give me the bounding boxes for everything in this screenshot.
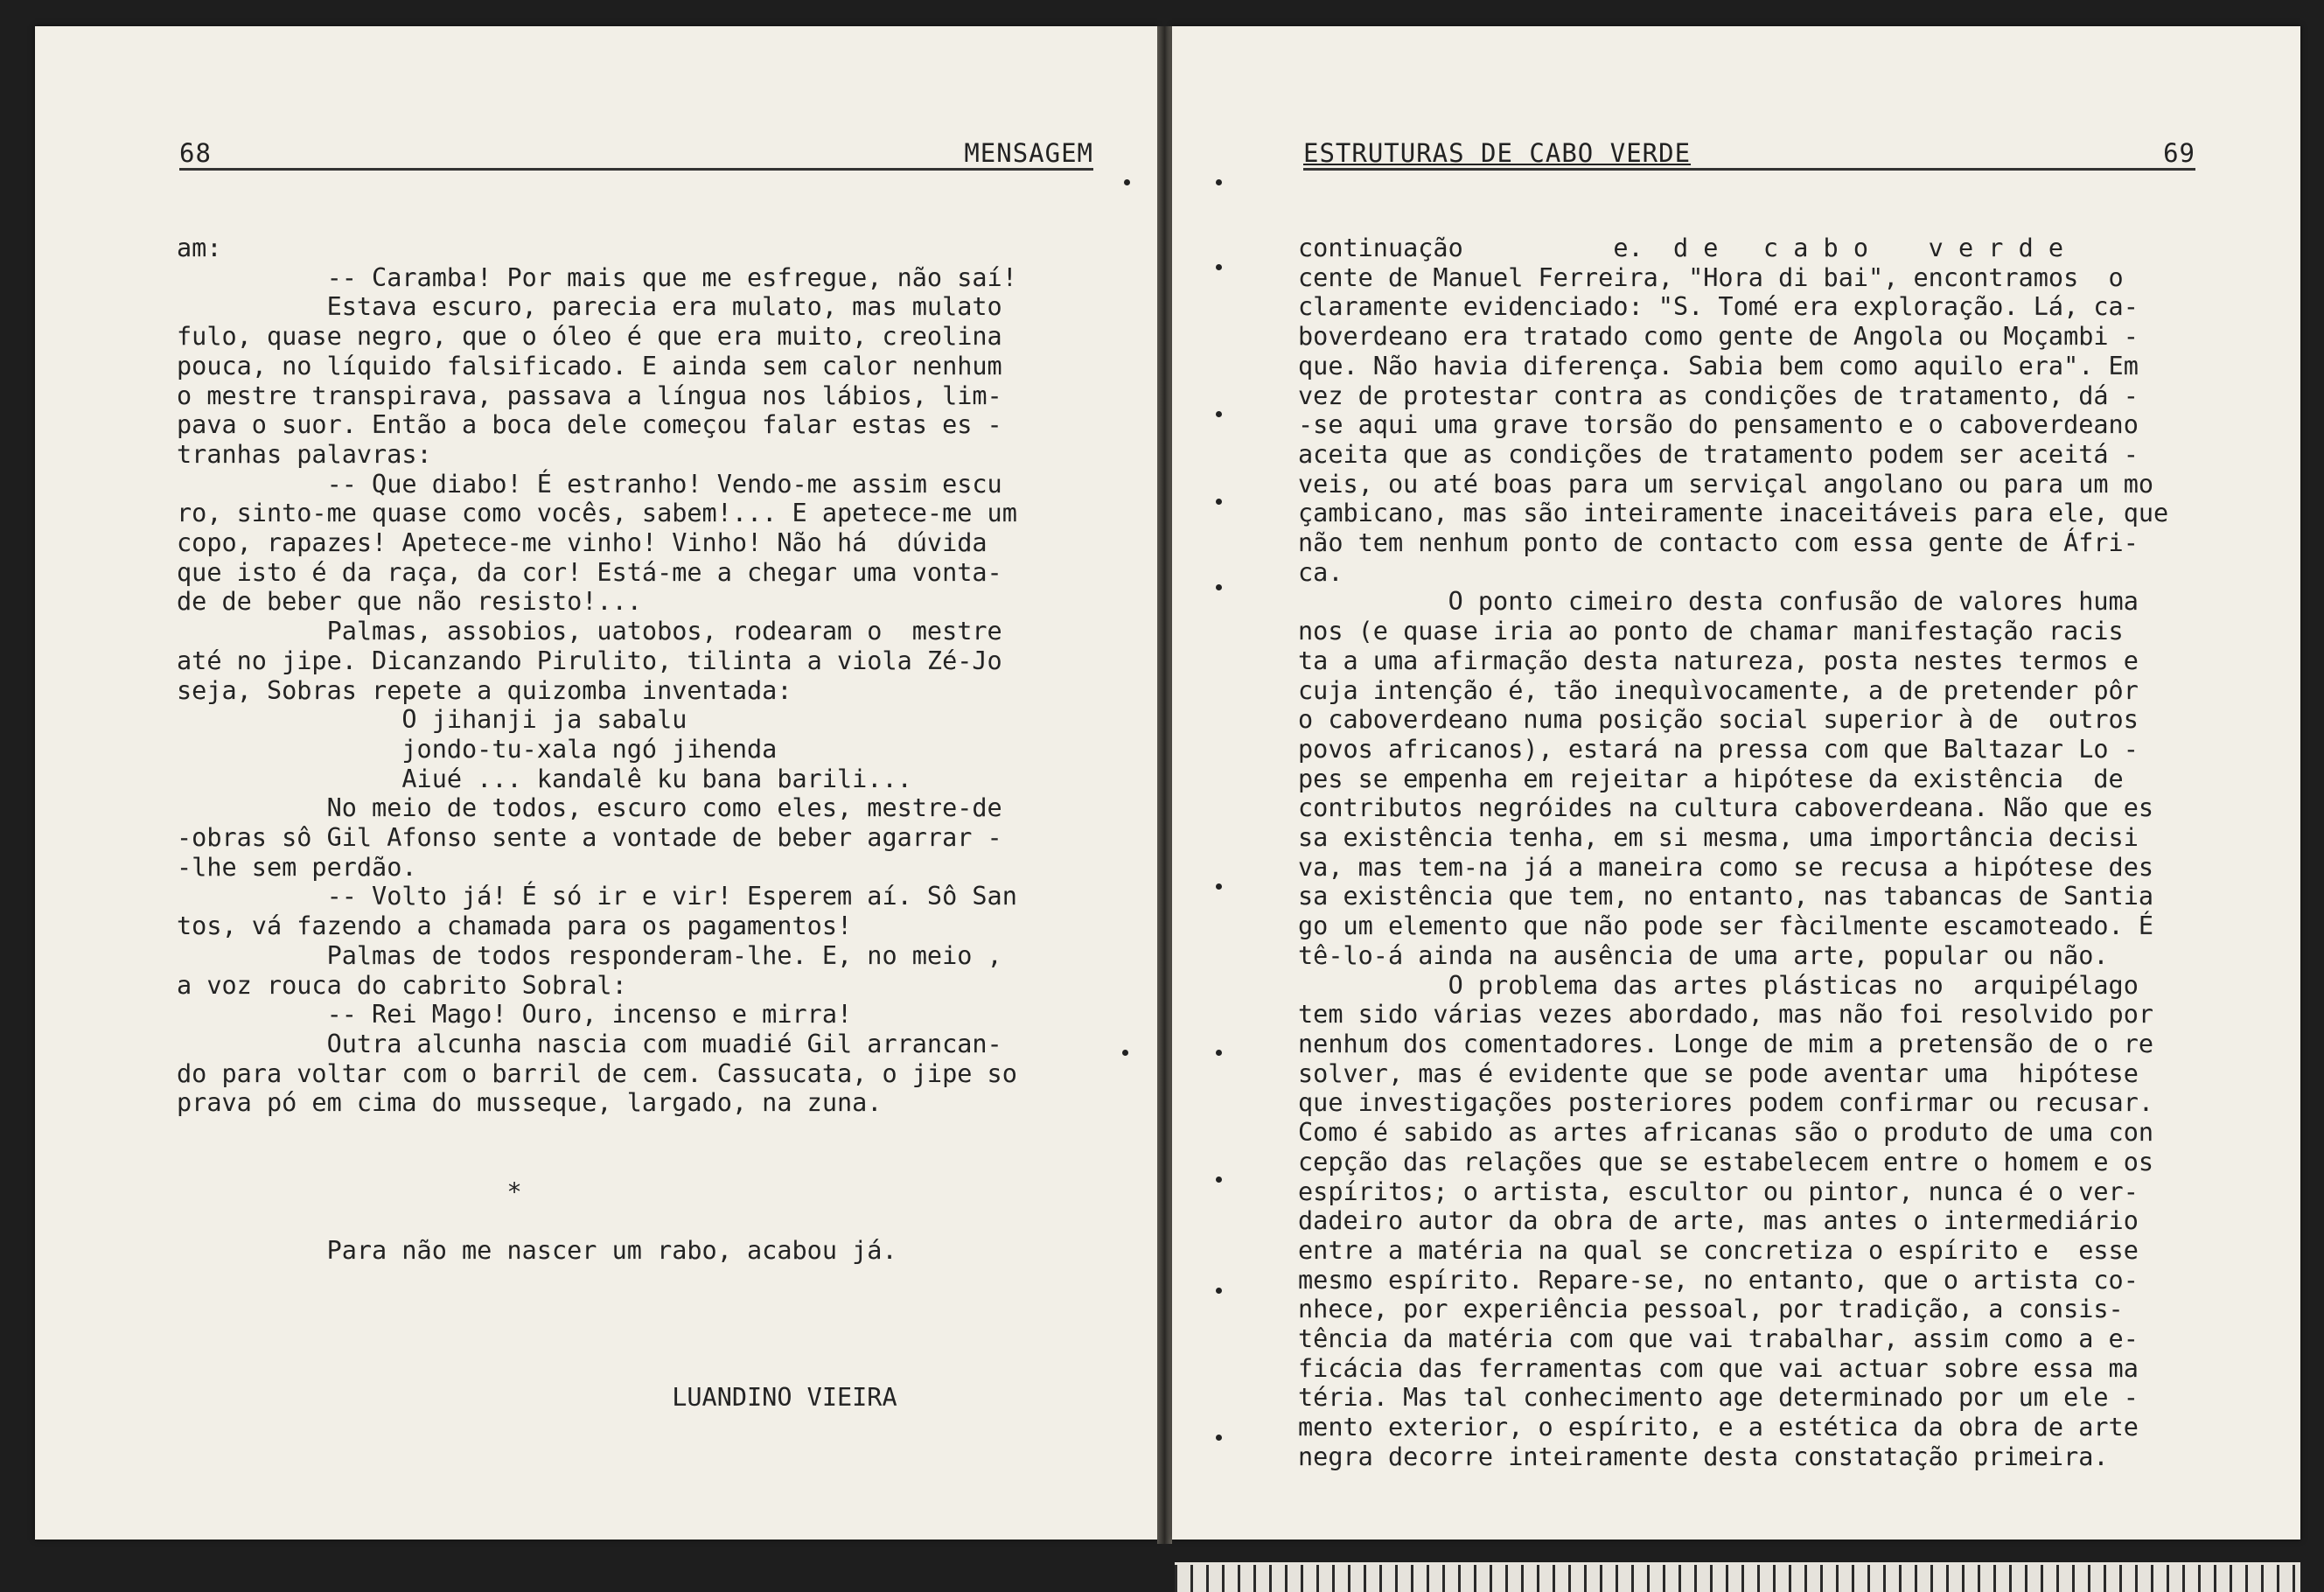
right-text-line: tê-lo-á ainda na ausência de uma arte, popular ou não. [1298,940,2109,970]
right-text-line: nenhum dos comentadores. Longe de mim a pretensão de o re [1298,1029,2154,1058]
left-text-line [177,1354,1017,1384]
left-text-line: que isto é da raça, da cor! Está-me a chegar uma vonta- [177,557,1002,587]
left-text-line: o mestre transpirava, passava a língua nos lábios, lim- [177,381,1002,410]
punch-hole [1122,1050,1128,1056]
right-header-rule [1303,168,2195,171]
left-text-line [177,1118,1017,1148]
right-text-line: que. Não havia diferença. Sabia bem como aquilo era". Em [1298,351,2139,381]
right-text-line: ca. [1298,557,1343,587]
left-text-line: No meio de todos, escuro como eles, mestre-de [177,793,1002,823]
right-text-line: o caboverdeano numa posição social superior à de outros [1298,705,2139,735]
right-text-line: claramente evidenciado: "S. Tomé era exploração. Lá, ca- [1298,292,2139,322]
right-text-line: que investigações posteriores podem confirmar ou recusar. [1298,1088,2154,1118]
left-text-line: até no jipe. Dicanzando Pirulito, tilinta a viola Zé-Jo [177,646,1002,675]
right-text-line: tência da matéria com que vai trabalhar, assim como a e- [1298,1324,2139,1354]
left-text-line: LUANDINO VIEIRA [177,1383,897,1413]
left-text-line: * [177,1177,522,1206]
right-text-line: contributos negróides na cultura caboverdeana. Não que es [1298,793,2154,823]
left-text-line: pouca, no líquido falsificado. E ainda sem calor nenhum [177,351,1002,381]
left-text-line: -obras sô Gil Afonso sente a vontade de beber agarrar - [177,823,1002,853]
left-text-line: seja, Sobras repete a quizomba inventada: [177,675,792,705]
right-text-line: sa existência que tem, no entanto, nas tabancas de Santia [1298,882,2154,911]
right-text-line: cuja intenção é, tão inequìvocamente, a de pretender pôr [1298,675,2139,705]
left-text-line: -- Caramba! Por mais que me esfregue, não saí! [177,262,1017,292]
left-text-line: Estava escuro, parecia era mulato, mas mulato [177,292,1002,322]
right-text-line: mento exterior, o espírito, e a estética da obra de arte [1298,1413,2139,1442]
right-text-line: pes se empenha em rejeitar a hipótese da existência de [1298,764,2124,793]
right-text-line: çambicano, mas são inteiramente inaceitáveis para ele, que [1298,499,2169,528]
right-text-line: negra decorre inteiramente desta constatação primeira. [1298,1442,2109,1471]
left-text-line: am: [177,234,222,262]
left-page-body [177,234,1017,1413]
punch-hole [1216,883,1222,890]
left-text-line [177,1295,1017,1324]
punch-hole [1216,1177,1222,1183]
left-text-line: fulo, quase negro, que o óleo é que era muito, creolina [177,322,1002,352]
left-text-line: de de beber que não resisto!... [177,587,642,617]
right-text-line: entre a matéria na qual se concretiza o espírito e esse [1298,1235,2139,1265]
right-text-line: veis, ou até boas para um serviçal angolano ou para um mo [1298,469,2154,499]
right-text-line: Como é sabido as artes africanas são o produto de uma con [1298,1118,2154,1148]
right-text-line: tem sido várias vezes abordado, mas não foi resolvido por [1298,1000,2154,1030]
right-page-body [1298,234,2168,1472]
right-text-line: aceita que as condições de tratamento podem ser aceitá - [1298,439,2139,469]
left-text-line: ro, sinto-me quase como vocês, sabem!... E apetece-me um [177,499,1017,528]
left-text-line: a voz rouca do cabrito Sobral: [177,970,627,1000]
left-text-line: copo, rapazes! Apetece-me vinho! Vinho! Não há dúvida [177,528,988,558]
left-text-line [177,1148,1017,1177]
right-text-line: mesmo espírito. Repare-se, no entanto, que o artista co- [1298,1265,2139,1295]
left-text-line: -- Que diabo! É estranho! Vendo-me assim escu [177,469,1002,499]
right-text-line: -se aqui uma grave torsão do pensamento e o caboverdeano [1298,410,2139,440]
right-page-header [1303,121,2195,173]
left-text-line: -lhe sem perdão. [177,852,417,882]
right-text-line: nos (e quase iria ao ponto de chamar manifestação racis [1298,617,2124,646]
left-text-line: Para não me nascer um rabo, acabou já. [177,1235,897,1265]
punch-hole [1216,584,1222,590]
punch-hole [1216,1435,1222,1441]
left-text-line: Aiué ... kandalê ku bana barili... [177,764,912,793]
right-text-line: sa existência tenha, em si mesma, uma importância decisi [1298,823,2139,853]
right-text-line: va, mas tem-na já a maneira como se recusa a hipótese des [1298,852,2154,882]
right-text-line: solver, mas é evidente que se pode aventar uma hipótese [1298,1058,2139,1088]
right-text-line: dadeiro autor da obra de arte, mas antes o intermediário [1298,1206,2139,1236]
punch-hole [1124,179,1130,185]
left-text-line: Palmas de todos responderam-lhe. E, no meio , [177,940,1002,970]
measurement-ruler [1175,1562,2300,1592]
left-text-line: jondo-tu-xala ngó jihenda [177,734,778,764]
left-header-rule [179,168,1093,171]
right-text-line: O problema das artes plásticas no arquipélago [1298,970,2139,1000]
punch-hole [1216,1050,1222,1056]
punch-hole [1216,411,1222,417]
right-text-line: nhece, por experiência pessoal, por tradição, a consis- [1298,1295,2124,1324]
punch-hole [1216,1288,1222,1294]
right-text-line: ta a uma afirmação desta natureza, posta nestes termos e [1298,646,2139,675]
left-text-line: -- Volto já! É só ir e vir! Esperem aí. Sô San [177,882,1017,911]
right-text-line: não tem nenhum ponto de contacto com essa gente de Áfri- [1298,528,2139,558]
left-text-line: tranhas palavras: [177,439,432,469]
left-text-line [177,1266,1017,1295]
left-text-line: Palmas, assobios, uatobos, rodearam o mestre [177,617,1002,646]
left-text-line: -- Rei Mago! Ouro, incenso e mirra! [177,1000,853,1030]
left-text-line: prava pó em cima do musseque, largado, na zuna. [177,1088,883,1118]
punch-hole [1216,499,1222,505]
right-page-number: 69 [2163,138,2195,168]
left-text-line: pava o suor. Então a boca dele começou falar estas es - [177,410,1002,440]
right-text-line: espíritos; o artista, escultor ou pintor, nunca é o ver- [1298,1177,2139,1206]
left-page-number: 68 [179,138,212,168]
right-text-line: cepção das relações que se estabelecem entre o homem e os [1298,1147,2154,1177]
left-running-title: MENSAGEM [964,138,1093,168]
right-text-line: continuação e. d e c a b o v e r d e [1298,234,2064,262]
left-text-line: Outra alcunha nascia com muadié Gil arrancan- [177,1029,1002,1058]
punch-hole [1216,179,1222,185]
left-text-line: O jihanji ja sabalu [177,705,687,735]
right-page [1172,26,2300,1540]
punch-hole [1216,264,1222,270]
left-text-line: tos, vá fazendo a chamada para os pagamentos! [177,911,853,941]
left-text-line [177,1206,1017,1236]
right-text-line: O ponto cimeiro desta confusão de valores huma [1298,587,2139,617]
left-page-header [179,121,1093,173]
left-text-line [177,1324,1017,1354]
left-page [35,26,1157,1540]
right-text-line: ficácia das ferramentas com que vai actuar sobre essa ma [1298,1353,2139,1383]
right-text-line: vez de protestar contra as condições de tratamento, dá - [1298,381,2139,410]
right-text-line: cente de Manuel Ferreira, "Hora di bai", encontramos o [1298,262,2124,292]
right-text-line: go um elemento que não pode ser fàcilmente escamoteado. É [1298,911,2154,941]
right-running-title: ESTRUTURAS DE CABO VERDE [1303,138,1692,168]
right-text-line: povos africanos), estará na pressa com que Baltazar Lo - [1298,734,2139,764]
right-text-line: téria. Mas tal conhecimento age determinado por um ele - [1298,1383,2139,1413]
left-text-line: do para voltar com o barril de cem. Cassucata, o jipe so [177,1058,1017,1088]
right-text-line: boverdeano era tratado como gente de Angola ou Moçambi - [1298,322,2139,352]
book-gutter [1157,26,1172,1544]
